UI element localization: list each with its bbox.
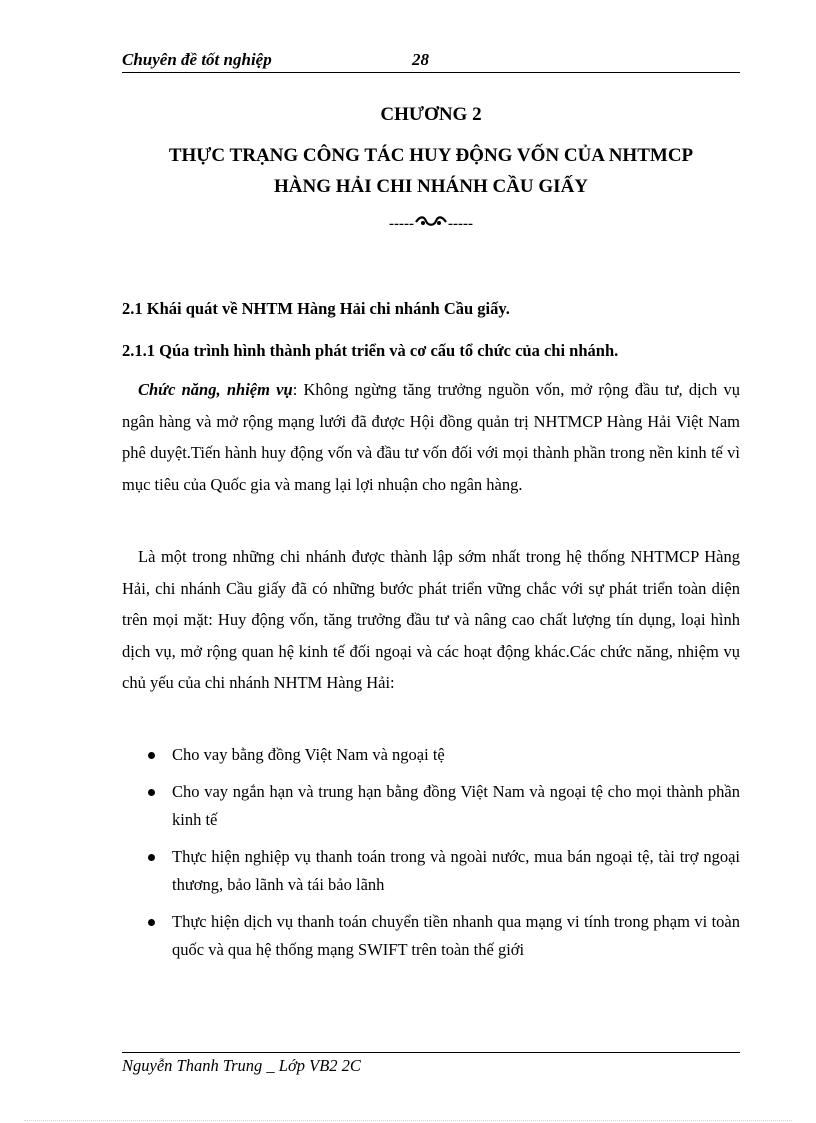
ornament-dashes-right: -----	[448, 216, 473, 232]
chapter-title-line-2: HÀNG HẢI CHI NHÁNH CẦU GIẤY	[273, 176, 589, 197]
list-item-text: Thực hiện dịch vụ thanh toán chuyển tiền nhanh qua mạng vi tính trong phạm vi toàn quốc và qua hệ thống mạng SWIFT trên toàn thế giới	[172, 912, 740, 959]
page-footer: Nguyễn Thanh Trung _ Lớp VB2 2C	[122, 1052, 740, 1076]
paragraph-history: Là một trong những chi nhánh được thành lập sớm nhất trong hệ thống NHTMCP Hàng Hải, chi nhánh Cầu giấy đã có những bước phát triển vững chắc với sự phát triển toàn diện trên mọi mặt: Huy động vốn, tăng trưởng đầu tư và nâng cao chất lượng tín dụng, loại hình dịch vụ, mở rộng quan hệ kinh tế đối ngoại và các hoạt động khác.Các chức năng, nhiệm vụ chủ yếu của chi nhánh NHTM Hàng Hải:	[122, 547, 740, 693]
chapter-ornament	[122, 216, 740, 233]
page-number: 28	[412, 50, 429, 69]
chapter-title-line-1: THỰC TRẠNG CÔNG TÁC HUY ĐỘNG VỐN CỦA NHTMCP	[168, 145, 694, 166]
bullet-icon	[148, 789, 155, 796]
list-item-text: Cho vay bằng đồng Việt Nam và ngoại tệ	[172, 745, 445, 764]
list-item-text: Cho vay ngắn hạn và trung hạn bằng đồng Việt Nam và ngoại tệ cho mọi thành phần kinh tế	[172, 782, 740, 829]
paragraph-functions	[122, 374, 740, 500]
list-item	[146, 741, 740, 769]
page-header	[122, 48, 740, 73]
list-item	[146, 908, 740, 964]
paragraph-lead: Chức năng, nhiệm vụ	[138, 380, 293, 399]
header-title: Chuyên đề tốt nghiệp	[122, 50, 272, 69]
section-heading-2-1-1: 2.1.1 Qúa trình hình thành phát triển và cơ cấu tổ chức của chi nhánh.	[122, 341, 619, 360]
list-item	[146, 778, 740, 834]
ornament-dashes-left: -----	[389, 216, 414, 232]
section-heading-2-1: 2.1 Khái quát về NHTM Hàng Hải chi nhánh Cầu giấy.	[122, 299, 510, 318]
chapter-label: CHƯƠNG 2	[380, 104, 482, 125]
ornament-swirl-icon	[414, 216, 448, 233]
list-item	[146, 843, 740, 899]
bullet-icon	[148, 854, 155, 861]
bullet-icon	[148, 752, 155, 759]
bullet-icon	[148, 919, 155, 926]
duties-list	[146, 741, 740, 973]
paragraph-body: : Không ngừng tăng trưởng nguồn vốn, mở rộng đầu tư, dịch vụ ngân hàng và mở rộng mạng lưới đã được Hội đồng quản trị NHTMCP Hàng Hải Việt Nam phê duyệt.Tiến hành huy động vốn và đầu tư vốn đối với mọi thành phần trong nền kinh tế vì mục tiêu của Quốc gia và mang lại lợi nhuận cho ngân hàng.	[122, 380, 740, 494]
list-item-text: Thực hiện nghiệp vụ thanh toán trong và ngoài nước, mua bán ngoại tệ, tài trợ ngoại thương, bảo lãnh và tái bảo lãnh	[172, 847, 740, 894]
page-edge-divider	[24, 1120, 792, 1121]
